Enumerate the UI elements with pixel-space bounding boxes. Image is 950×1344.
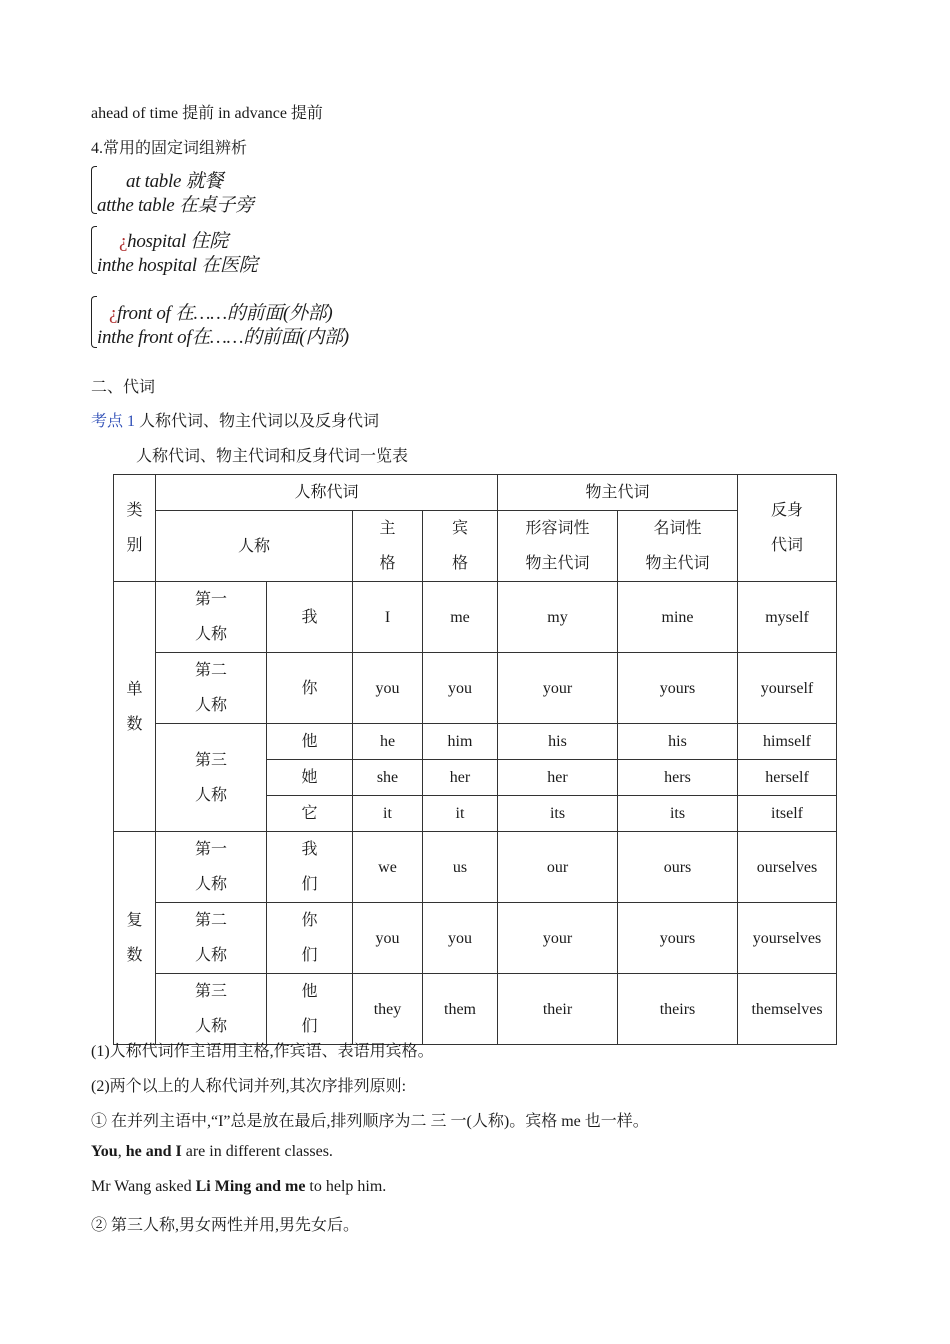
noun-possessive: yours	[618, 653, 738, 724]
adj-possessive: its	[498, 796, 618, 832]
table-row	[114, 724, 837, 760]
note-1: (1)人称代词作主语用主格,作宾语、表语用宾格。	[91, 1043, 434, 1060]
kaodian-line	[91, 408, 379, 431]
phrase-top	[109, 298, 332, 325]
adj-possessive: his	[498, 724, 618, 760]
pronoun-table	[113, 474, 837, 1045]
object-form: it	[423, 796, 498, 832]
adj-possessive: your	[498, 653, 618, 724]
header-category: 类 别	[114, 475, 156, 582]
adj-possessive: their	[498, 974, 618, 1045]
reflexive: themselves	[738, 974, 837, 1045]
subject-form: we	[353, 832, 423, 903]
reflexive: himself	[738, 724, 837, 760]
cn-pronoun: 你 们	[267, 903, 353, 974]
header-adj-possessive: 形容词性 物主代词	[498, 511, 618, 582]
cn-pronoun: 他 们	[267, 974, 353, 1045]
object-form: us	[423, 832, 498, 903]
subject-form: they	[353, 974, 423, 1045]
phrase-top-text: hospital 住院	[127, 231, 228, 252]
table-row	[114, 903, 837, 974]
kaodian-label: 考点 1	[91, 413, 136, 430]
singular-label: 单 数	[114, 582, 156, 832]
subject-form: I	[353, 582, 423, 653]
person-label: 第一 人称	[156, 832, 267, 903]
object-form: her	[423, 760, 498, 796]
noun-possessive: its	[618, 796, 738, 832]
header-personal: 人称代词	[156, 475, 498, 511]
subject-form: you	[353, 653, 423, 724]
note-2: (2)两个以上的人称代词并列,其次序排列原则:	[91, 1078, 407, 1095]
example-2: Mr Wang asked Li Ming and me to help him.	[91, 1178, 387, 1195]
reflexive: ourselves	[738, 832, 837, 903]
person-label: 第二 人称	[156, 653, 267, 724]
unknown-glyph-mark: ¿	[119, 231, 128, 252]
unknown-glyph-mark: ¿	[109, 303, 118, 324]
noun-possessive: ours	[618, 832, 738, 903]
object-form: me	[423, 582, 498, 653]
table-row	[114, 974, 837, 1045]
cn-pronoun: 我	[267, 582, 353, 653]
phrase-top	[119, 226, 228, 253]
cn-pronoun: 它	[267, 796, 353, 832]
cn-pronoun: 我 们	[267, 832, 353, 903]
intro-line-2: 4.常用的固定词组辨析	[91, 140, 248, 157]
kaodian-text: 人称代词、物主代词以及反身代词	[139, 413, 380, 430]
header-possessive: 物主代词	[498, 475, 738, 511]
table-row	[114, 582, 837, 653]
object-form: them	[423, 974, 498, 1045]
note-4: ② 第三人称,男女两性并用,男先女后。	[91, 1217, 360, 1234]
adj-possessive: your	[498, 903, 618, 974]
table-row	[114, 832, 837, 903]
noun-possessive: mine	[618, 582, 738, 653]
adj-possessive: my	[498, 582, 618, 653]
phrase-bottom: atthe table 在桌子旁	[97, 195, 254, 216]
noun-possessive: theirs	[618, 974, 738, 1045]
header-person: 人称	[156, 511, 353, 582]
reflexive: herself	[738, 760, 837, 796]
adj-possessive: our	[498, 832, 618, 903]
phrase-top-text: front of 在……的前面(外部)	[117, 303, 333, 324]
header-noun-possessive: 名词性 物主代词	[618, 511, 738, 582]
example-1: You, he and I are in different classes.	[91, 1143, 333, 1160]
person-label: 第三 人称	[156, 724, 267, 832]
note-3: ① 在并列主语中,“I”总是放在最后,排列顺序为二 三 一(人称)。宾格 me 也一样。	[91, 1113, 649, 1130]
header-subject: 主 格	[353, 511, 423, 582]
table-row	[114, 653, 837, 724]
phrase-top: at table 就餐	[126, 171, 223, 192]
person-label: 第二 人称	[156, 903, 267, 974]
reflexive: myself	[738, 582, 837, 653]
reflexive: yourself	[738, 653, 837, 724]
subject-form: he	[353, 724, 423, 760]
noun-possessive: hers	[618, 760, 738, 796]
object-form: you	[423, 903, 498, 974]
subject-form: you	[353, 903, 423, 974]
section-heading: 二、代词	[91, 379, 156, 396]
header-reflexive: 反身 代词	[738, 475, 837, 582]
reflexive: yourselves	[738, 903, 837, 974]
cn-pronoun: 你	[267, 653, 353, 724]
object-form: him	[423, 724, 498, 760]
intro-line-1: ahead of time 提前 in advance 提前	[91, 105, 323, 122]
cn-pronoun: 他	[267, 724, 353, 760]
phrase-bottom: inthe front of在……的前面(内部)	[97, 327, 349, 348]
noun-possessive: his	[618, 724, 738, 760]
adj-possessive: her	[498, 760, 618, 796]
object-form: you	[423, 653, 498, 724]
table-caption: 人称代词、物主代词和反身代词一览表	[136, 448, 409, 465]
reflexive: itself	[738, 796, 837, 832]
plural-label: 复 数	[114, 832, 156, 1045]
person-label: 第一 人称	[156, 582, 267, 653]
noun-possessive: yours	[618, 903, 738, 974]
header-object: 宾 格	[423, 511, 498, 582]
phrase-bottom: inthe hospital 在医院	[97, 255, 258, 276]
person-label: 第三 人称	[156, 974, 267, 1045]
cn-pronoun: 她	[267, 760, 353, 796]
subject-form: it	[353, 796, 423, 832]
subject-form: she	[353, 760, 423, 796]
